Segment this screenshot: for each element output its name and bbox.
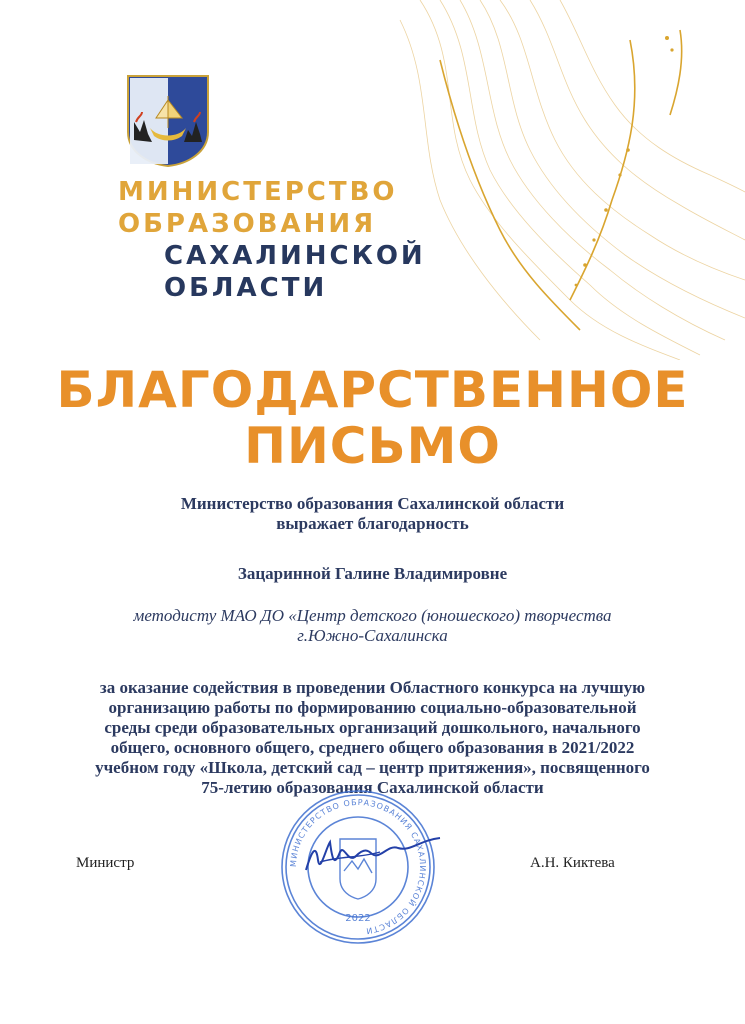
title-line-1: БЛАГОДАРСТВЕННОЕ bbox=[56, 361, 689, 419]
ministry-line-2: ОБРАЗОВАНИЯ bbox=[118, 209, 377, 239]
sakhalin-map-decoration bbox=[380, 0, 745, 360]
reason-line: организацию работы по формированию социально-образовательной bbox=[108, 698, 637, 717]
ministry-name bbox=[118, 176, 426, 304]
reason-line: 75-летию образования Сахалинской области bbox=[201, 778, 544, 797]
ministry-line-1: МИНИСТЕРСТВО bbox=[118, 177, 398, 207]
intro-text bbox=[0, 494, 745, 534]
seal-year: 2022 bbox=[345, 913, 371, 924]
sakhalin-coat-of-arms-icon bbox=[120, 72, 216, 168]
ministry-line-4: ОБЛАСТИ bbox=[164, 273, 328, 303]
recipient-name: Зацаринной Галине Владимировне bbox=[237, 564, 508, 583]
reason-line: общего, основного общего, среднего общего образования в 2021/2022 bbox=[110, 738, 635, 757]
ministry-line-3: САХАЛИНСКОЙ bbox=[164, 241, 426, 271]
reason-line: учебном году «Школа, детский сад – центр притяжения», посвященного bbox=[95, 758, 650, 777]
reason-line: за оказание содействия в проведении Областного конкурса на лучшую bbox=[99, 678, 646, 697]
certificate-title bbox=[0, 362, 745, 474]
position-line-2: г.Южно-Сахалинска bbox=[297, 626, 448, 645]
seal-ring-text: МИНИСТЕРСТВО ОБРАЗОВАНИЯ САХАЛИНСКОЙ ОБЛАСТИ bbox=[288, 797, 428, 936]
position-line-1: методисту МАО ДО «Центр детского (юношеского) творчества bbox=[133, 606, 612, 625]
intro-line-1: Министерство образования Сахалинской области bbox=[180, 494, 565, 513]
signatory-name: А.Н. Киктева bbox=[530, 855, 615, 871]
reason-line: среды среди образовательных организаций дошкольного, начального bbox=[104, 718, 641, 737]
recipient-position bbox=[0, 606, 745, 646]
reason-text bbox=[60, 678, 685, 798]
signatory-role: Министр bbox=[76, 855, 135, 871]
title-line-2: ПИСЬМО bbox=[244, 417, 501, 475]
handwritten-signature bbox=[300, 830, 450, 880]
intro-line-2: выражает благодарность bbox=[276, 514, 469, 533]
